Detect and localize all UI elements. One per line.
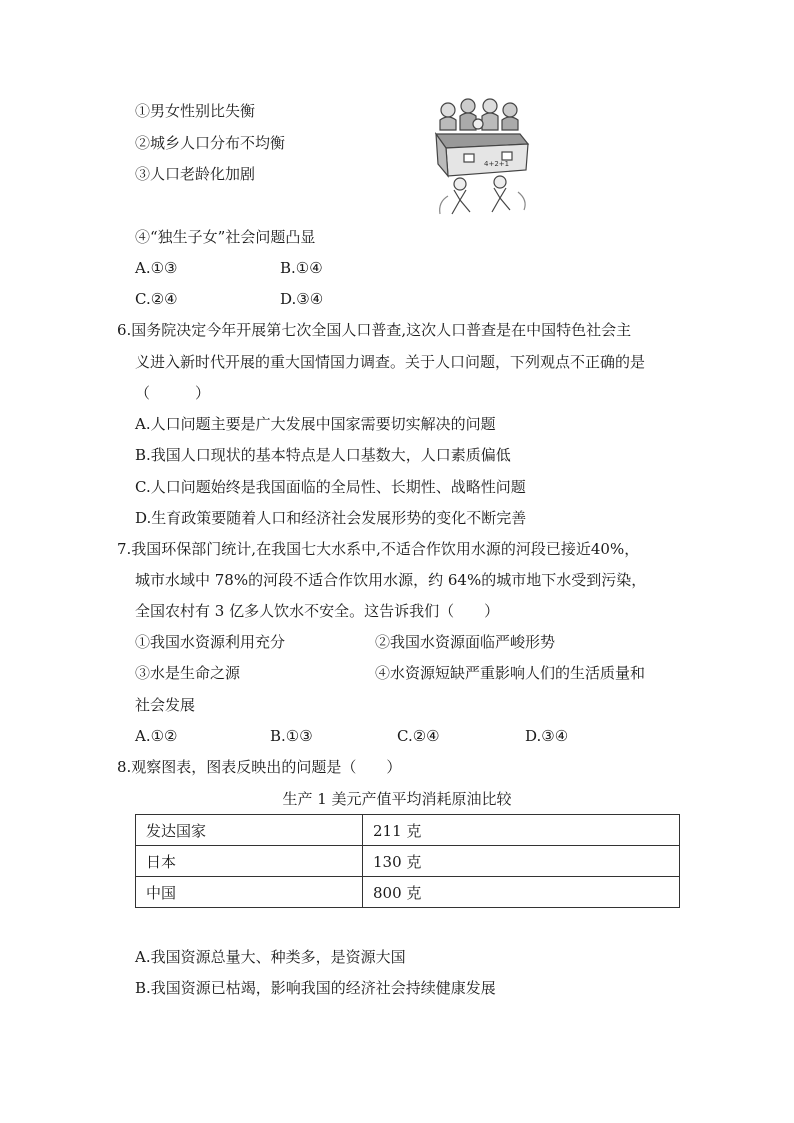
table-cell-country: 中国 (136, 877, 363, 908)
illustration-label: 4+2+1 (484, 160, 510, 168)
q6-choice-d: D.生育政策要随着人口和经济社会发展形势的变化不断完善 (135, 509, 527, 527)
q7-option-1: ①我国水资源利用充分 (135, 633, 286, 651)
oil-consumption-table (135, 814, 680, 908)
q5-choice-c: C.②④ (135, 290, 178, 308)
q7-option-4-continued: 社会发展 (135, 696, 196, 714)
table-row (136, 846, 680, 877)
q7-choice-b: B.①③ (270, 727, 313, 745)
q6-choice-b: B.我国人口现状的基本特点是人口基数大，人口素质偏低 (135, 446, 511, 464)
table-row (136, 815, 680, 846)
table-title: 生产 1 美元产值平均消耗原油比较 (282, 790, 512, 808)
table-row (136, 877, 680, 908)
q6-stem-line-1: 6.国务院决定今年开展第七次全国人口普查,这次人口普查是在中国特色社会主 (117, 321, 632, 339)
q5-option-2: ②城乡人口分布不均衡 (135, 134, 286, 152)
table-cell-country: 发达国家 (136, 815, 363, 846)
q6-choice-c: C.人口问题始终是我国面临的全局性、长期性、战略性问题 (135, 478, 526, 496)
q6-choice-a: A.人口问题主要是广大发展中国家需要切实解决的问题 (135, 415, 496, 433)
q7-choice-a: A.①② (135, 727, 178, 745)
q8-stem: 8.观察图表，图表反映出的问题是（ ） (117, 758, 402, 776)
q6-stem-line-3: （ ） (135, 384, 211, 402)
q7-choice-c: C.②④ (397, 727, 440, 745)
q7-stem-line-2: 城市水域中 78%的河段不适合作饮用水源，约 64%的城市地下水受到污染， (135, 571, 647, 589)
q8-choice-b: B.我国资源已枯竭，影响我国的经济社会持续健康发展 (135, 979, 496, 997)
q5-option-3: ③人口老龄化加剧 (135, 165, 256, 183)
q5-choice-d: D.③④ (280, 290, 324, 308)
q5-option-1: ①男女性别比失衡 (135, 102, 256, 120)
q7-stem-line-1: 7.我国环保部门统计,在我国七大水系中,不适合作饮用水源的河段已接近40%， (117, 540, 640, 558)
q5-option-4: ④“独生子女”社会问题凸显 (135, 228, 316, 246)
table-cell-value: 130 克 (363, 846, 680, 877)
q7-stem-line-3: 全国农村有 3 亿多人饮水不安全。这告诉我们（ ） (135, 602, 500, 620)
q8-choice-a: A.我国资源总量大、种类多，是资源大国 (135, 948, 406, 966)
table-cell-country: 日本 (136, 846, 363, 877)
q7-option-2: ②我国水资源面临严峻形势 (375, 633, 556, 651)
q7-choice-d: D.③④ (525, 727, 569, 745)
q7-option-4: ④水资源短缺严重影响人们的生活质量和 (375, 664, 646, 682)
family-burden-illustration (418, 96, 538, 222)
q7-option-3: ③水是生命之源 (135, 664, 241, 682)
q6-stem-line-2: 义进入新时代开展的重大国情国力调查。关于人口问题，下列观点不正确的是 (135, 353, 646, 371)
table-cell-value: 800 克 (363, 877, 680, 908)
table-cell-value: 211 克 (363, 815, 680, 846)
q5-choice-a: A.①③ (135, 259, 178, 277)
q5-choice-b: B.①④ (280, 259, 323, 277)
